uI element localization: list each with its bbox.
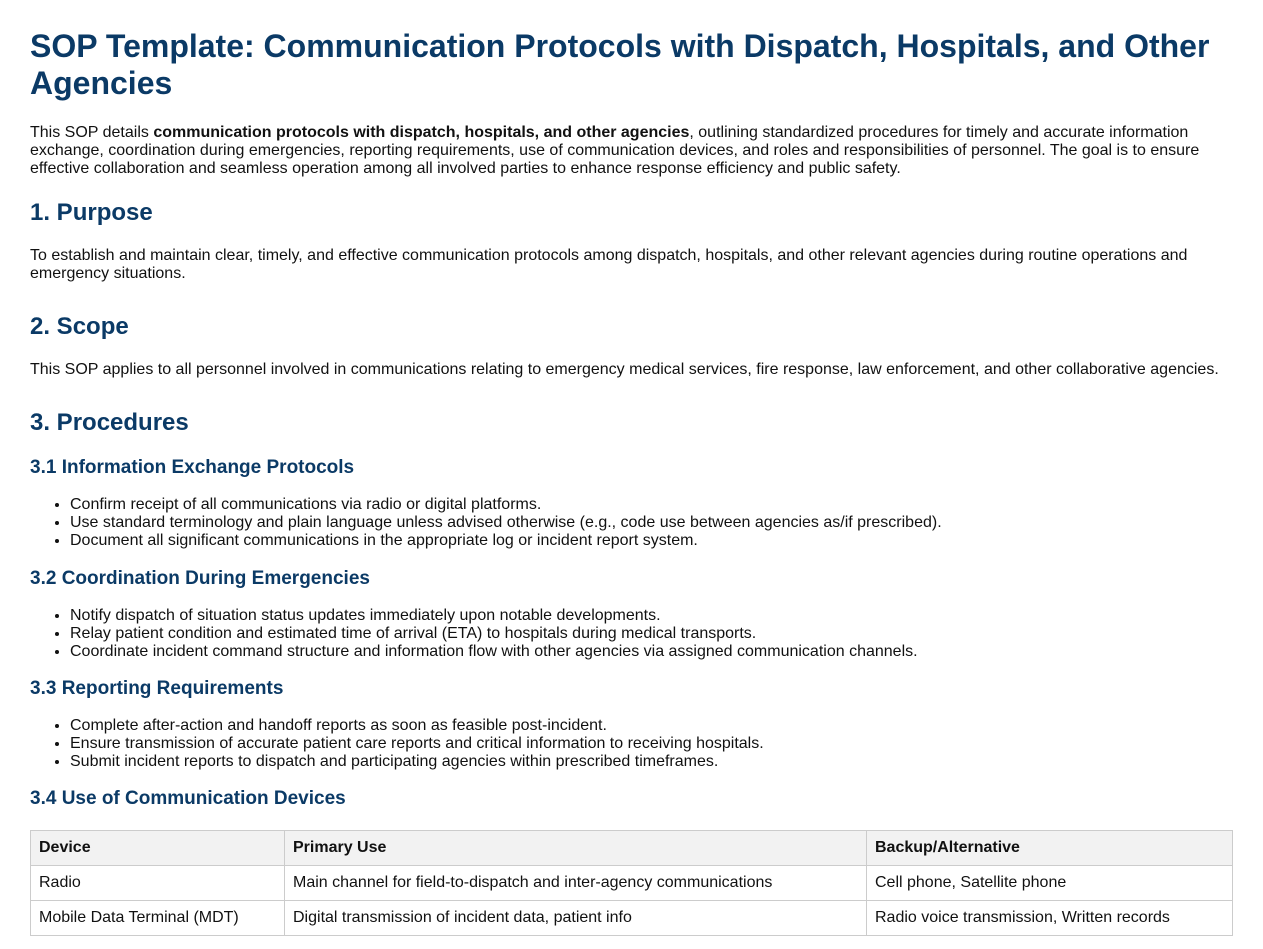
purpose-text: To establish and maintain clear, timely, and effective communication protocols among dispatch, hospitals, and other relevant agencies during routine operations and emergency situations.: [30, 247, 1188, 282]
list-item: • Confirm receipt of all communications via radio or digital platforms.: [70, 496, 1233, 514]
reporting-heading: 3.3 Reporting Requirements: [30, 678, 284, 699]
scope-text: This SOP applies to all personnel involved in communications relating to emergency medical services, fire response, law enforcement, and other collaborative agencies.: [30, 361, 1219, 378]
table-row: [31, 866, 1233, 901]
table-cell: Cell phone, Satellite phone: [867, 866, 1233, 901]
column-header-primary-use: Primary Use: [285, 831, 867, 866]
scope-heading: 2. Scope: [30, 313, 129, 340]
table-cell: Digital transmission of incident data, patient info: [285, 901, 867, 936]
column-header-device: Device: [31, 831, 285, 866]
coordination-heading: 3.2 Coordination During Emergencies: [30, 568, 370, 589]
table-cell: Mobile Data Terminal (MDT): [31, 901, 285, 936]
reporting-list: [30, 717, 1233, 771]
table-header-row: [31, 831, 1233, 866]
coordination-list: [30, 607, 1233, 661]
list-item: • Document all significant communications in the appropriate log or incident report system.: [70, 532, 1233, 550]
list-item: • Complete after-action and handoff reports as soon as feasible post-incident.: [70, 717, 1233, 735]
devices-table: [30, 830, 1233, 936]
table-row: [31, 901, 1233, 936]
info-exchange-heading: 3.1 Information Exchange Protocols: [30, 457, 355, 478]
intro-bold: communication protocols with dispatch, hospitals, and other agencies: [153, 124, 690, 141]
table-cell: Radio: [31, 866, 285, 901]
list-item: • Coordinate incident command structure and information flow with other agencies via assigned communication channels.: [70, 643, 1233, 661]
page-title: SOP Template: Communication Protocols with Dispatch, Hospitals, and Other Agencies: [30, 28, 1210, 101]
list-item: • Submit incident reports to dispatch and participating agencies within prescribed timeframes.: [70, 753, 1233, 771]
info-exchange-list: [30, 496, 1233, 550]
intro-suffix: , outlining standardized procedures for timely and accurate information exchange, coordination during emergencies, reporting requirements, use of communication devices, and roles and responsibilities of personnel. The goal is to ensure effective collaboration and seamless operation among all involved parties to enhance response efficiency and public safety.: [30, 124, 1200, 177]
intro-paragraph: [30, 124, 1233, 178]
table-cell: Radio voice transmission, Written records: [867, 901, 1233, 936]
list-item: • Use standard terminology and plain language unless advised otherwise (e.g., code use between agencies as/if prescribed).: [70, 514, 1233, 532]
purpose-heading: 1. Purpose: [30, 199, 153, 226]
list-item: • Notify dispatch of situation status updates immediately upon notable developments.: [70, 607, 1233, 625]
list-item: • Ensure transmission of accurate patient care reports and critical information to receiving hospitals.: [70, 735, 1233, 753]
procedures-heading: 3. Procedures: [30, 409, 189, 436]
list-item: • Relay patient condition and estimated time of arrival (ETA) to hospitals during medical transports.: [70, 625, 1233, 643]
intro-prefix: This SOP details: [30, 124, 154, 141]
devices-heading: 3.4 Use of Communication Devices: [30, 788, 346, 809]
column-header-backup: Backup/Alternative: [867, 831, 1233, 866]
table-cell: Main channel for field-to-dispatch and inter-agency communications: [285, 866, 867, 901]
